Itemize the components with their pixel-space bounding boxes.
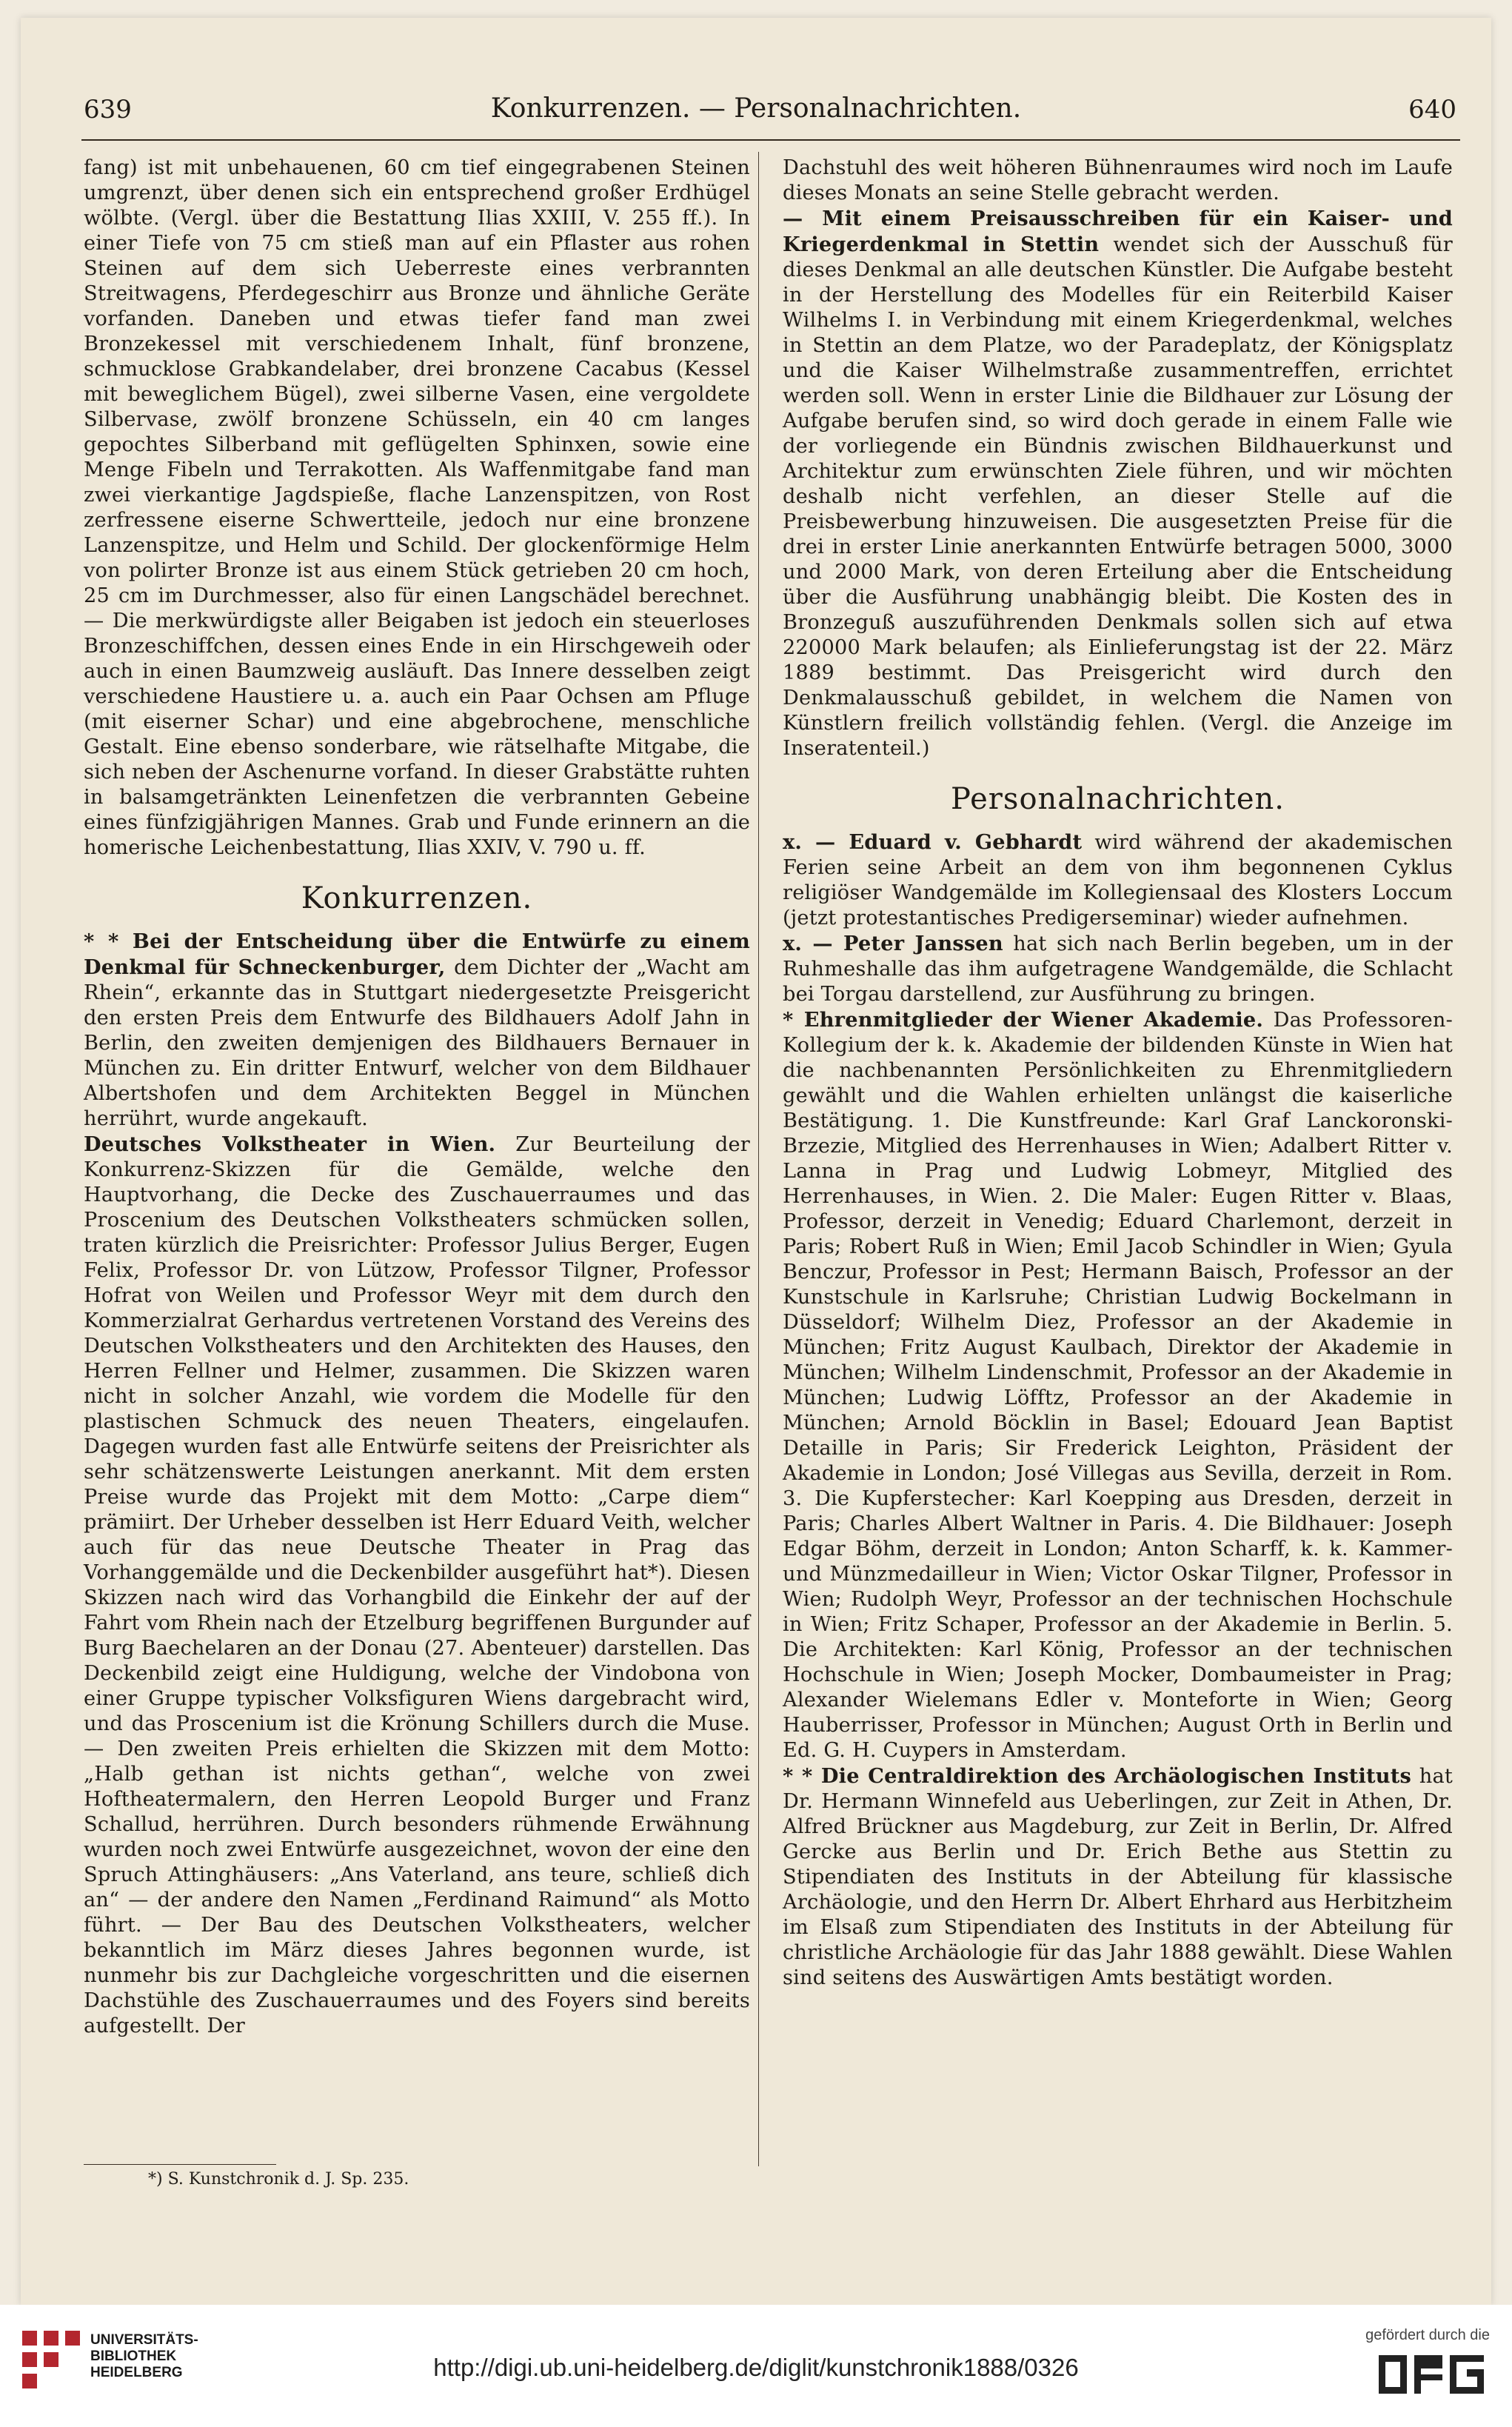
footnote-rule [84, 2164, 276, 2165]
paragraph-lead: x. — Eduard v. Gebhardt [783, 830, 1083, 854]
left-column [84, 156, 750, 2039]
paragraph-ehrenmitglieder [783, 1007, 1453, 1763]
paragraph-volkstheater [84, 1132, 750, 2039]
paragraph-lead: x. — Peter Janssen [783, 932, 1003, 955]
paragraph-body: hat sich nach Berlin begeben, um in der Ruhmeshalle das ihm aufgetragene Wandgemälde, die Schlacht bei Torgau darstellend, zur Ausführung zu bringen. [783, 932, 1453, 1006]
footnote: *) S. Kunstchronik d. J. Sp. 235. [148, 2170, 409, 2189]
page-number-left: 639 [84, 95, 132, 124]
paragraph-lead: * * Bei der Entscheidung über die Entwürfe zu einem Denkmal für Schneckenburger, [84, 929, 750, 979]
right-column [783, 156, 1453, 1991]
paragraph-dachstuhl: Dachstuhl des weit höheren Bühnenraumes wird noch im Laufe dieses Monats an seine Stelle gebracht werden. [783, 156, 1453, 204]
digital-copy-link[interactable]: http://digi.ub.uni-heidelberg.de/diglit/kunstchronik1888/0326 [433, 2354, 1079, 2381]
section-title-personalnachrichten: Personalnachrichten. [951, 782, 1285, 816]
paragraph-lead: — Mit einem Preisausschreiben für ein Kaiser- und Kriegerdenkmal in Stettin [783, 207, 1453, 256]
paragraph-body: wird während der akademischen Ferien seine Arbeit an dem von ihm begonnenen Cyklus religiöser Wandgemälde im Kollegiensaal des Klosters Loccum (jetzt protestantisches Predigerseminar) wieder aufnehmen. [783, 831, 1453, 929]
paragraph-archaeologisches-institut [783, 1763, 1453, 1991]
paragraph-body: hat Dr. Hermann Winnefeld aus Ueberlingen, zur Zeit in Athen, Dr. Alfred Brückner aus Magdeburg, zur Zeit in Berlin, Dr. Alfred Gercke aus Berlin und Dr. Erich Bethe aus Stettin zu Stipendiaten des Instituts in der Abteilung für klassische Archäologie, und den Herrn Dr. Albert Ehrhard aus Herbitzheim im Elsaß zum Stipendiaten des Instituts in der Abteilung für christliche Archäologie für das Jahr 1888 gewählt. Diese Wahlen sind seitens des Auswärtigen Amts bestätigt worden. [783, 1765, 1453, 1989]
column-divider [758, 152, 759, 2166]
paragraph-janssen [783, 931, 1453, 1007]
paragraph-grave-description: fang) ist mit unbehauenen, 60 cm tief eingegrabenen Steinen umgrenzt, über denen sich ein entsprechend großer Erdhügel wölbte. (Vergl. über die Bestattung Ilias XXIII, V. 255 ff.). In einer Tiefe von 75 cm stieß man auf ein Pflaster aus rohen Steinen auf dem sich Ueberreste eines verbrannten Streitwagens, Pferdegeschirr aus Bronze und ähnliche Geräte vorfanden. Daneben und etwas tiefer fand man zwei Bronzekessel mit verschiedenem Inhalt, fünf bronzene, schmucklose Grabkandelaber, drei bronzene Cacabus (Kessel mit beweglichem Bügel), zwei silberne Vasen, eine vergoldete Silbervase, zwölf bronzene Schüsseln, ein 40 cm langes gepochtes Silberband mit geflügelten Sphinxen, sowie eine Menge Fibeln und Terrakotten. Als Waffenmitgabe fand man zwei vierkantige Jagdspieße, flache Lanzenspitzen, von Rost zerfressene eiserne Schwertteile, jedoch nur eine bronzene Lanzenspitze, und Helm und Schild. Der glockenförmige Helm von polirter Bronze ist aus einem Stück getrieben 20 cm hoch, 25 cm im Durchmesser, also für einen Langschädel berechnet. — Die merkwürdigste aller Beigaben ist jedoch ein steuerloses Bronzeschiffchen, dessen eines Ende in ein Hirschgeweih oder auch in einen Baumzweig ausläuft. Das Innere desselben zeigt verschiedene Haustiere u. a. auch ein Paar Ochsen am Pfluge (mit eiserner Schar) und eine abgebrochene, menschliche Gestalt. Eine ebenso sonderbare, wie rätselhafte Mitgabe, die sich neben der Aschenurne vorfand. In dieser Grabstätte ruhten in balsamgetränkten Leinenfetzen die verbrannten Gebeine eines fünfzigjährigen Mannes. Grab und Funde erinnern an die homerische Leichenbestattung, Ilias XXIV, V. 790 u. ff. [84, 156, 750, 859]
header-rule [81, 139, 1460, 141]
paragraph-body: Zur Beurteilung der Konkurrenz-Skizzen für die Gemälde, welche den Hauptvorhang, die Decke des Zuschauerraumes und das Proscenium des Deutschen Volkstheaters schmücken sollen, traten kürzlich die Preisrichter: Professor Julius Berger, Eugen Felix, Professor Dr. von Lützow, Professor Tilgner, Professor Hofrat von Weilen und Professor Weyr mit dem durch den Kommerzialrat Gerhardus vertretenen Vorstand des Vereins des Deutschen Volkstheaters und den Architekten des Hauses, den Herren Fellner und Helmer, zusammen. Die Skizzen waren nicht in solcher Anzahl, wie vordem die Modelle für den plastischen Schmuck des neuen Theaters, eingelaufen. Dagegen wurden fast alle Entwürfe seitens der Preisrichter als sehr schätzenswerte Leistungen anerkannt. Mit dem ersten Preise wurde das Projekt mit dem Motto: „Carpe diem“ prämiirt. Der Urheber desselben ist Herr Eduard Veith, welcher auch für das neue Deutsche Theater in Prag das Vorhanggemälde und die Deckenbilder ausgeführt hat*). Diesen Skizzen nach wird das Vorhangbild die Einkehr der auf der Fahrt vom Rhein nach der Etzelburg begriffenen Burgunder auf Burg Baechelaren an der Donau (27. Abenteuer) darstellen. Das Deckenbild zeigt eine Huldigung, welche der Vindobona von einer Gruppe typischer Volksfiguren Wiens dargebracht wird, und das Proscenium ist die Krönung Schillers durch die Muse. — Den zweiten Preis erhielten die Skizzen mit dem Motto: „Halb gethan ist nichts gethan“, welche von zwei Hoftheatermalern, den Herren Leopold Burger und Franz Schallud, herrühren. Durch besonders rühmende Erwähnung wurden noch zwei Entwürfe ausgezeichnet, wovon der eine den Spruch Attinghäusers: „Ans Vaterland, ans teure, schließ dich an“ — der andere den Namen „Ferdinand Raimund“ als Motto führt. — Der Bau des Deutschen Volkstheaters, welcher bekanntlich im März dieses Jahres begonnen wurde, ist nunmehr bis zur Dachgleiche vorgeschritten und die eisernen Dachstühle des Zuschauerraumes und des Foyers sind bereits aufgestellt. Der [84, 1133, 750, 2037]
page-number-right: 640 [1408, 95, 1456, 124]
paragraph-lead: * * Die Centraldirektion des Archäologischen Instituts [783, 1764, 1412, 1788]
paragraph-body: Das Professoren-Kollegium der k. k. Akademie der bildenden Künste in Wien hat die nachbenannten Persönlichkeiten zu Ehrenmitgliedern gewählt und die Wahlen erhielten unlängst die kaiserliche Bestätigung. 1. Die Kunstfreunde: Karl Graf Lanckoronski-Brzezie, Mitglied des Herrenhauses in Wien; Adalbert Ritter v. Lanna in Prag und Ludwig Lobmeyr, Mitglied des Herrenhauses, in Wien. 2. Die Maler: Eugen Ritter v. Blaas, Professor, derzeit in Venedig; Eduard Charlemont, derzeit in Paris; Robert Ruß in Wien; Emil Jacob Schindler in Wien; Gyula Benczur, Professor in Pest; Hermann Baisch, Professor an der Kunstschule in Karlsruhe; Christian Ludwig Bockelmann in Düsseldorf; Wilhelm Diez, Professor an der Akademie in München; Fritz August Kaulbach, Direktor der Akademie in München; Wilhelm Lindenschmit, Professor an der Akademie in München; Ludwig Löfftz, Professor an der Akademie in München; Arnold Böcklin in Basel; Edouard Jean Baptist Detaille in Paris; Sir Frederick Leighton, Präsident der Akademie in London; José Villegas aus Sevilla, derzeit in Rom. 3. Die Kupferstecher: Karl Koepping aus Dresden, derzeit in Paris; Charles Albert Waltner in Paris. 4. Die Bildhauer: Joseph Edgar Böhm, derzeit in London; Anton Scharff, k. k. Kammer- und Münzmedailleur in Wien; Victor Oskar Tilgner, Professor in Wien; Rudolph Weyr, Professor an der technischen Hochschule in Wien; Fritz Schaper, Professor an der Akademie in Berlin. 5. Die Architekten: Karl König, Professor an der technischen Hochschule in Wien; Joseph Mocker, Dombaumeister in Prag; Alexander Wielemans Edler v. Monteforte in Wien; Georg Hauberrisser, Professor in München; August Orth in Berlin und Ed. G. H. Cuypers in Amsterdam. [783, 1009, 1454, 1762]
paragraph-lead: Deutsches Volkstheater in Wien. [84, 1132, 496, 1156]
paragraph-lead: * Ehrenmitglieder der Wiener Akademie. [783, 1008, 1264, 1032]
paragraph-stettin [783, 206, 1453, 761]
funding-caption: gefördert durch die [1365, 2327, 1490, 2343]
running-header-title: Konkurrenzen. — Personalnachrichten. [490, 93, 1022, 124]
dfg-logo-icon [1379, 2352, 1490, 2397]
section-title-konkurrenzen: Konkurrenzen. [301, 881, 533, 915]
paragraph-body: wendet sich der Ausschuß für dieses Denkmal an alle deutschen Künstler. Die Aufgabe besteht in der Herstellung des Modelles für ein Reiterbild Kaiser Wilhelms I. in Verbindung mit einem Kriegerdenkmal, welches in Stettin an dem Platze, wo der Paradeplatz, der Königsplatz und die Kaiser Wilhelmstraße zusammentreffen, errichtet werden soll. Wenn in erster Linie die Bildhauer zur Lösung der Aufgabe berufen sind, so wird doch gerade in einem Falle wie der vorliegende ein Bündnis zwischen Bildhauerkunst und Architektur zum erwünschten Ziele führen, und wir möchten deshalb nicht verfehlen, an dieser Stelle auf die Preisbewerbung hinzuweisen. Die ausgesetzten Preise für die drei in erster Linie anerkannten Entwürfe betragen 5000, 3000 und 2000 Mark, von deren Erteilung aber die Entscheidung über die Ausführung unabhängig bleibt. Die Kosten des in Bronzeguß auszuführenden Denkmals sollen sich auf etwa 220000 Mark belaufen; als Einlieferungstag ist der 22. März 1889 bestimmt. Das Preisgericht wird durch den Denkmalausschuß gebildet, in welchem die Namen von Künstlern freilich vollständig fehlen. (Vergl. die Anzeige im Inseratenteil.) [783, 233, 1454, 760]
library-name: UNIVERSITÄTS- BIBLIOTHEK HEIDELBERG [90, 2332, 198, 2380]
paragraph-schneckenburger [84, 929, 750, 1132]
paragraph-body: dem Dichter der „Wacht am Rhein“, erkannte das in Stuttgart niedergesetzte Preisgericht den ersten Preis dem Entwurfe des Bildhauers Adolf Jahn in Berlin, den zweiten demjenigen des Bildhauers Bernauer in München zu. Ein dritter Entwurf, welcher von dem Bildhauer Albertshofen und dem Architekten Beggel in München herrührt, wurde angekauft. [84, 956, 750, 1130]
paragraph-gebhardt [783, 829, 1453, 931]
